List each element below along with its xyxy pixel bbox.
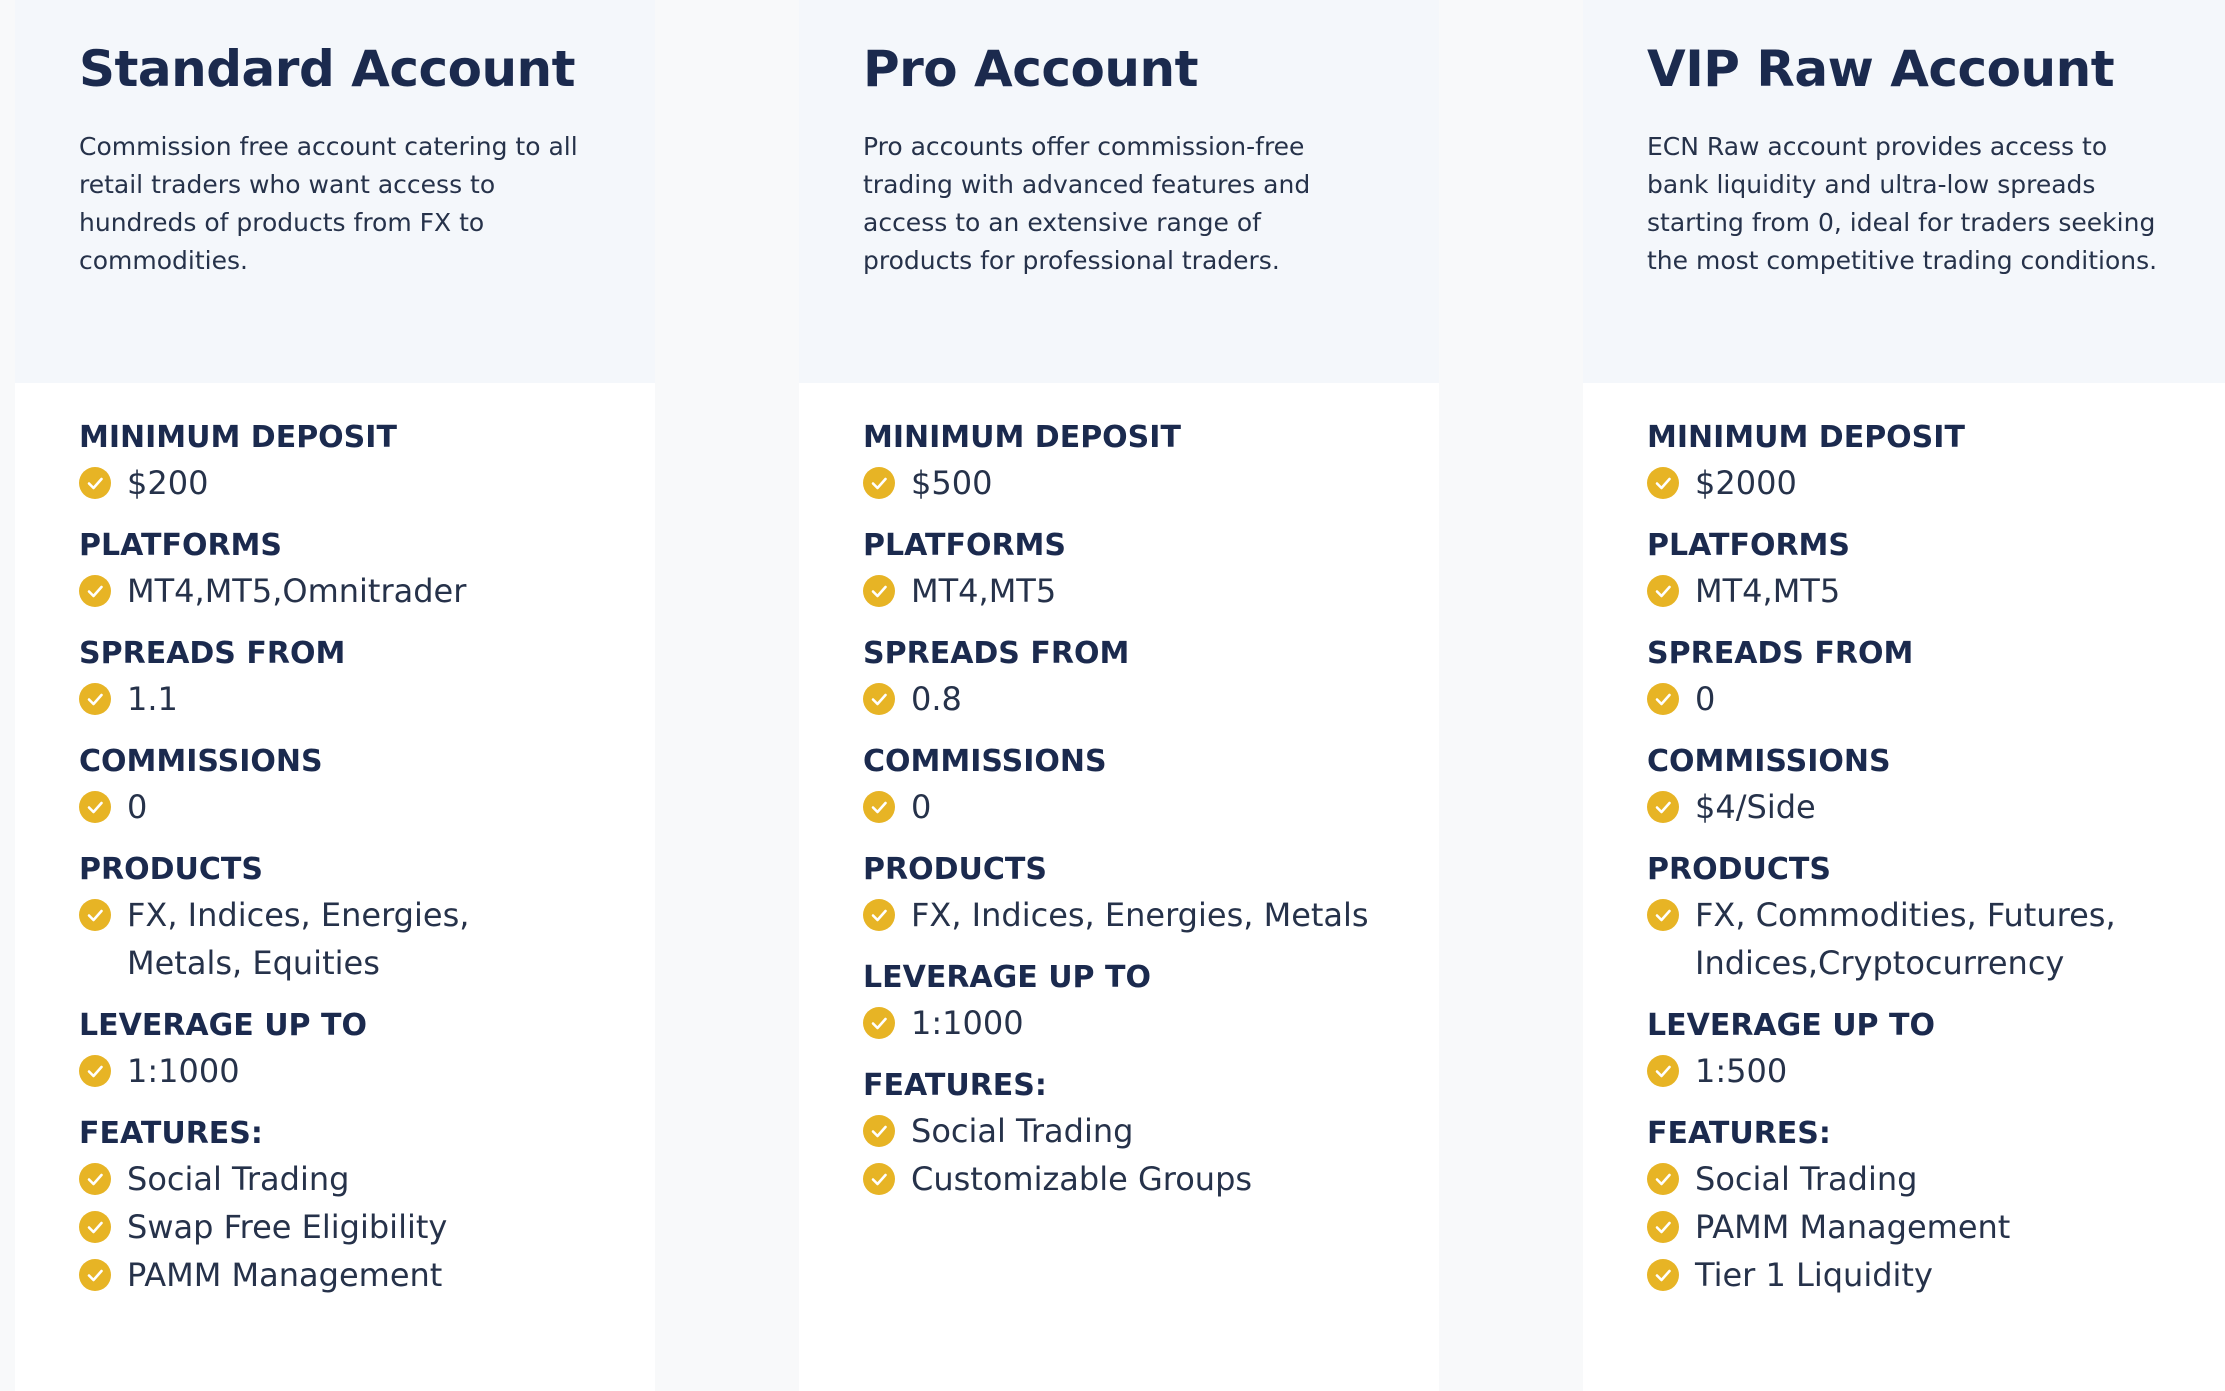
account-card-pro: [799, 0, 1439, 1391]
section-label: COMMISSIONS: [1647, 744, 1891, 779]
card-header: [799, 0, 1439, 383]
check-circle-icon: [863, 575, 895, 607]
item-value: $2000: [1695, 464, 1797, 502]
list-item: [79, 891, 591, 987]
section-features: [863, 1065, 1375, 1203]
check-circle-icon: [79, 791, 111, 823]
section-label: MINIMUM DEPOSIT: [1647, 420, 1965, 455]
account-card-standard: [15, 0, 655, 1391]
feature-item: Customizable Groups: [911, 1160, 1253, 1198]
list-item: [1647, 675, 2161, 723]
section-label: FEATURES:: [863, 1068, 1047, 1103]
card-title: Pro Account: [863, 40, 1198, 98]
item-value: MT4,MT5: [911, 572, 1057, 610]
list-item: [1647, 567, 2161, 615]
section-label: LEVERAGE UP TO: [863, 960, 1151, 995]
section-label: PRODUCTS: [1647, 852, 1831, 887]
section-leverage: [79, 1005, 591, 1095]
check-circle-icon: [79, 899, 111, 931]
list-item: [863, 999, 1375, 1047]
card-title: Standard Account: [79, 40, 576, 98]
section-label: COMMISSIONS: [79, 744, 323, 779]
list-item: [863, 1107, 1375, 1155]
section-minimum-deposit: [863, 417, 1375, 507]
list-item: [79, 1047, 591, 1095]
section-platforms: [1647, 525, 2161, 615]
item-value: 0: [127, 788, 148, 826]
item-value: 1:500: [1695, 1052, 1788, 1090]
item-value: 0: [1695, 680, 1716, 718]
feature-item: Tier 1 Liquidity: [1695, 1256, 1933, 1294]
section-products: [79, 849, 591, 987]
section-label: SPREADS FROM: [863, 636, 1130, 671]
card-description: ECN Raw account provides access to bank liquidity and ultra-low spreads starting from 0, ideal for traders seeking the most competitive trading conditions.: [1647, 132, 2158, 275]
check-circle-icon: [863, 899, 895, 931]
item-value: MT4,MT5,Omnitrader: [127, 572, 467, 610]
section-minimum-deposit: [79, 417, 591, 507]
list-item: [863, 459, 1375, 507]
list-item: [1647, 1251, 2161, 1299]
list-item: [863, 1155, 1375, 1203]
section-label: PLATFORMS: [863, 528, 1067, 563]
list-item: [1647, 891, 2161, 987]
list-item: [863, 567, 1375, 615]
card-header: [1583, 0, 2225, 383]
section-products: [863, 849, 1375, 939]
section-features: [1647, 1113, 2161, 1299]
check-circle-icon: [79, 683, 111, 715]
check-circle-icon: [863, 467, 895, 499]
list-item: [1647, 1155, 2161, 1203]
item-value: 0.8: [911, 680, 962, 718]
list-item: [79, 1251, 591, 1299]
section-label: MINIMUM DEPOSIT: [863, 420, 1181, 455]
section-commissions: [1647, 741, 2161, 831]
item-value: FX, Indices, Energies, Metals: [911, 896, 1369, 934]
section-spreads: [1647, 633, 2161, 723]
section-label: FEATURES:: [1647, 1116, 1831, 1151]
check-circle-icon: [1647, 467, 1679, 499]
check-circle-icon: [79, 1259, 111, 1291]
list-item: [79, 1203, 591, 1251]
card-description: Commission free account catering to all retail traders who want access to hundreds of products from FX to commodities.: [79, 132, 578, 275]
check-circle-icon: [79, 1163, 111, 1195]
item-value: 0: [911, 788, 932, 826]
check-circle-icon: [863, 1115, 895, 1147]
card-details: [15, 383, 655, 1391]
check-circle-icon: [79, 575, 111, 607]
section-label: COMMISSIONS: [863, 744, 1107, 779]
list-item: [1647, 1203, 2161, 1251]
list-item: [79, 1155, 591, 1203]
check-circle-icon: [1647, 1163, 1679, 1195]
check-circle-icon: [79, 467, 111, 499]
item-value: MT4,MT5: [1695, 572, 1841, 610]
list-item: [79, 675, 591, 723]
card-description: Pro accounts offer commission-free trading with advanced features and access to an extensive range of products for professional traders.: [863, 132, 1311, 275]
section-minimum-deposit: [1647, 417, 2161, 507]
feature-item: Social Trading: [1695, 1160, 1918, 1198]
list-item: [1647, 1047, 2161, 1095]
check-circle-icon: [863, 1007, 895, 1039]
section-products: [1647, 849, 2161, 987]
section-label: PLATFORMS: [79, 528, 283, 563]
section-label: FEATURES:: [79, 1116, 263, 1151]
section-commissions: [863, 741, 1375, 831]
item-value: 1.1: [127, 680, 178, 718]
list-item: [1647, 783, 2161, 831]
list-item: [863, 783, 1375, 831]
item-value: FX, Commodities, Futures, Indices,Cryptocurrency: [1695, 896, 2116, 982]
section-label: LEVERAGE UP TO: [79, 1008, 367, 1043]
item-value: 1:1000: [127, 1052, 240, 1090]
section-features: [79, 1113, 591, 1299]
item-value: 1:1000: [911, 1004, 1024, 1042]
check-circle-icon: [79, 1211, 111, 1243]
feature-item: PAMM Management: [1695, 1208, 2011, 1246]
section-label: MINIMUM DEPOSIT: [79, 420, 397, 455]
feature-item: Swap Free Eligibility: [127, 1208, 448, 1246]
check-circle-icon: [863, 683, 895, 715]
check-circle-icon: [1647, 575, 1679, 607]
list-item: [79, 459, 591, 507]
check-circle-icon: [1647, 791, 1679, 823]
check-circle-icon: [1647, 899, 1679, 931]
list-item: [863, 891, 1375, 939]
list-item: [79, 567, 591, 615]
section-label: PRODUCTS: [79, 852, 263, 887]
card-details: [799, 383, 1439, 1391]
section-leverage: [863, 957, 1375, 1047]
section-commissions: [79, 741, 591, 831]
card-header: [15, 0, 655, 383]
section-label: SPREADS FROM: [1647, 636, 1914, 671]
card-details: [1583, 383, 2225, 1391]
section-spreads: [79, 633, 591, 723]
check-circle-icon: [1647, 1211, 1679, 1243]
feature-item: Social Trading: [127, 1160, 350, 1198]
check-circle-icon: [1647, 683, 1679, 715]
section-platforms: [863, 525, 1375, 615]
feature-item: Social Trading: [911, 1112, 1134, 1150]
item-value: FX, Indices, Energies, Metals, Equities: [127, 896, 470, 982]
section-label: PRODUCTS: [863, 852, 1047, 887]
item-value: $200: [127, 464, 209, 502]
card-title: VIP Raw Account: [1647, 40, 2115, 98]
check-circle-icon: [79, 1055, 111, 1087]
section-label: LEVERAGE UP TO: [1647, 1008, 1935, 1043]
check-circle-icon: [863, 1163, 895, 1195]
section-platforms: [79, 525, 591, 615]
list-item: [1647, 459, 2161, 507]
list-item: [863, 675, 1375, 723]
list-item: [79, 783, 591, 831]
section-leverage: [1647, 1005, 2161, 1095]
check-circle-icon: [863, 791, 895, 823]
item-value: $500: [911, 464, 993, 502]
account-card-vip-raw: [1583, 0, 2225, 1391]
check-circle-icon: [1647, 1055, 1679, 1087]
item-value: $4/Side: [1695, 788, 1816, 826]
section-spreads: [863, 633, 1375, 723]
section-label: PLATFORMS: [1647, 528, 1851, 563]
feature-item: PAMM Management: [127, 1256, 443, 1294]
section-label: SPREADS FROM: [79, 636, 346, 671]
check-circle-icon: [1647, 1259, 1679, 1291]
